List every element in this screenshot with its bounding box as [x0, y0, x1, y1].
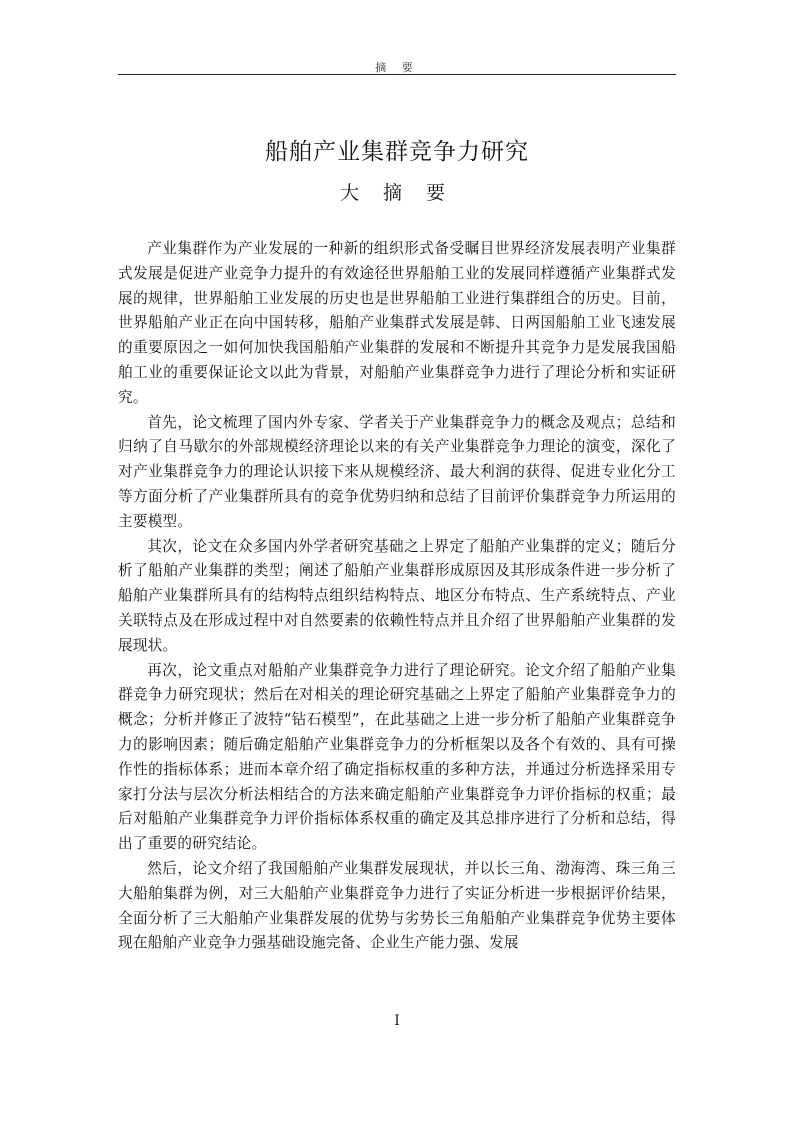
- abstract-paragraph: 产业集群作为产业发展的一种新的组织形式备受瞩目世界经济发展表明产业集群式发展是促进产业竞争力提升的有效途径世界船舶工业的发展同样遵循产业集群式发展的规律，世界船舶工业发展的历史也是世界船舶工业进行集群组合的历史。目前，世界船舶产业正在向中国转移，船舶产业集群式发展是韩、日两国船舶工业飞速发展的重要原因之一如何加快我国船舶产业集群的发展和不断提升其竞争力是发展我国船舶工业的重要保证论文以此为背景，对船舶产业集群竞争力进行了理论分析和实证研究。: [118, 240, 676, 406]
- running-header: 摘 要: [375, 61, 419, 74]
- page-number: I: [394, 1013, 400, 1029]
- document-title: 船舶产业集群竞争力研究: [265, 139, 529, 166]
- abstract-heading: 大 摘 要: [339, 182, 455, 204]
- abstract-paragraph: 再次，论文重点对船舶产业集群竞争力进行了理论研究。论文介绍了船舶产业集群竞争力研究现状；然后在对相关的理论研究基础之上界定了船舶产业集群竞争力的概念；分析并修正了波特“钻石模型”，在此基础之上进一步分析了船舶产业集群竞争力的影响因素；随后确定船舶产业集群竞争力的分析框架以及各个有效的、具有可操作性的指标体系；进而本章介绍了确定指标权重的多种方法，并通过分析选择采用专家打分法与层次分析法相结合的方法来确定船舶产业集群竞争力评价指标的权重；最后对船舶产业集群竞争力评价指标体系权重的确定及其总排序进行了分析和总结，得出了重要的研究结论。: [118, 661, 676, 853]
- abstract-paragraph: 首先，论文梳理了国内外专家、学者关于产业集群竞争力的概念及观点；总结和归纳了自马歇尔的外部规模经济理论以来的有关产业集群竞争力理论的演变，深化了对产业集群竞争力的理论认识接下来从规模经济、最大利润的获得、促进专业化分工等方面分析了产业集群所具有的竞争优势归纳和总结了目前评价集群竞争力所运用的主要模型。: [118, 413, 676, 530]
- header-divider: [118, 74, 676, 75]
- abstract-paragraph: 其次，论文在众多国内外学者研究基础之上界定了船舶产业集群的定义；随后分析了船舶产业集群的类型；阐述了船舶产业集群形成原因及其形成条件进一步分析了船舶产业集群所具有的结构特点组织结构特点、地区分布特点、生产系统特点、产业关联特点及在形成过程中对自然要素的依赖性特点并且介绍了世界船舶产业集群的发展现状。: [118, 537, 676, 654]
- abstract-body: [118, 237, 676, 956]
- abstract-paragraph: 然后，论文介绍了我国船舶产业集群发展现状，并以长三角、渤海湾、珠三角三大船舶集群为例，对三大船舶产业集群竞争力进行了实证分析进一步根据评价结果，全面分析了三大船舶产业集群发展的优势与劣势长三角船舶产业集群竞争优势主要体现在船舶产业竞争力强基础设施完备、企业生产能力强、发展: [118, 859, 676, 952]
